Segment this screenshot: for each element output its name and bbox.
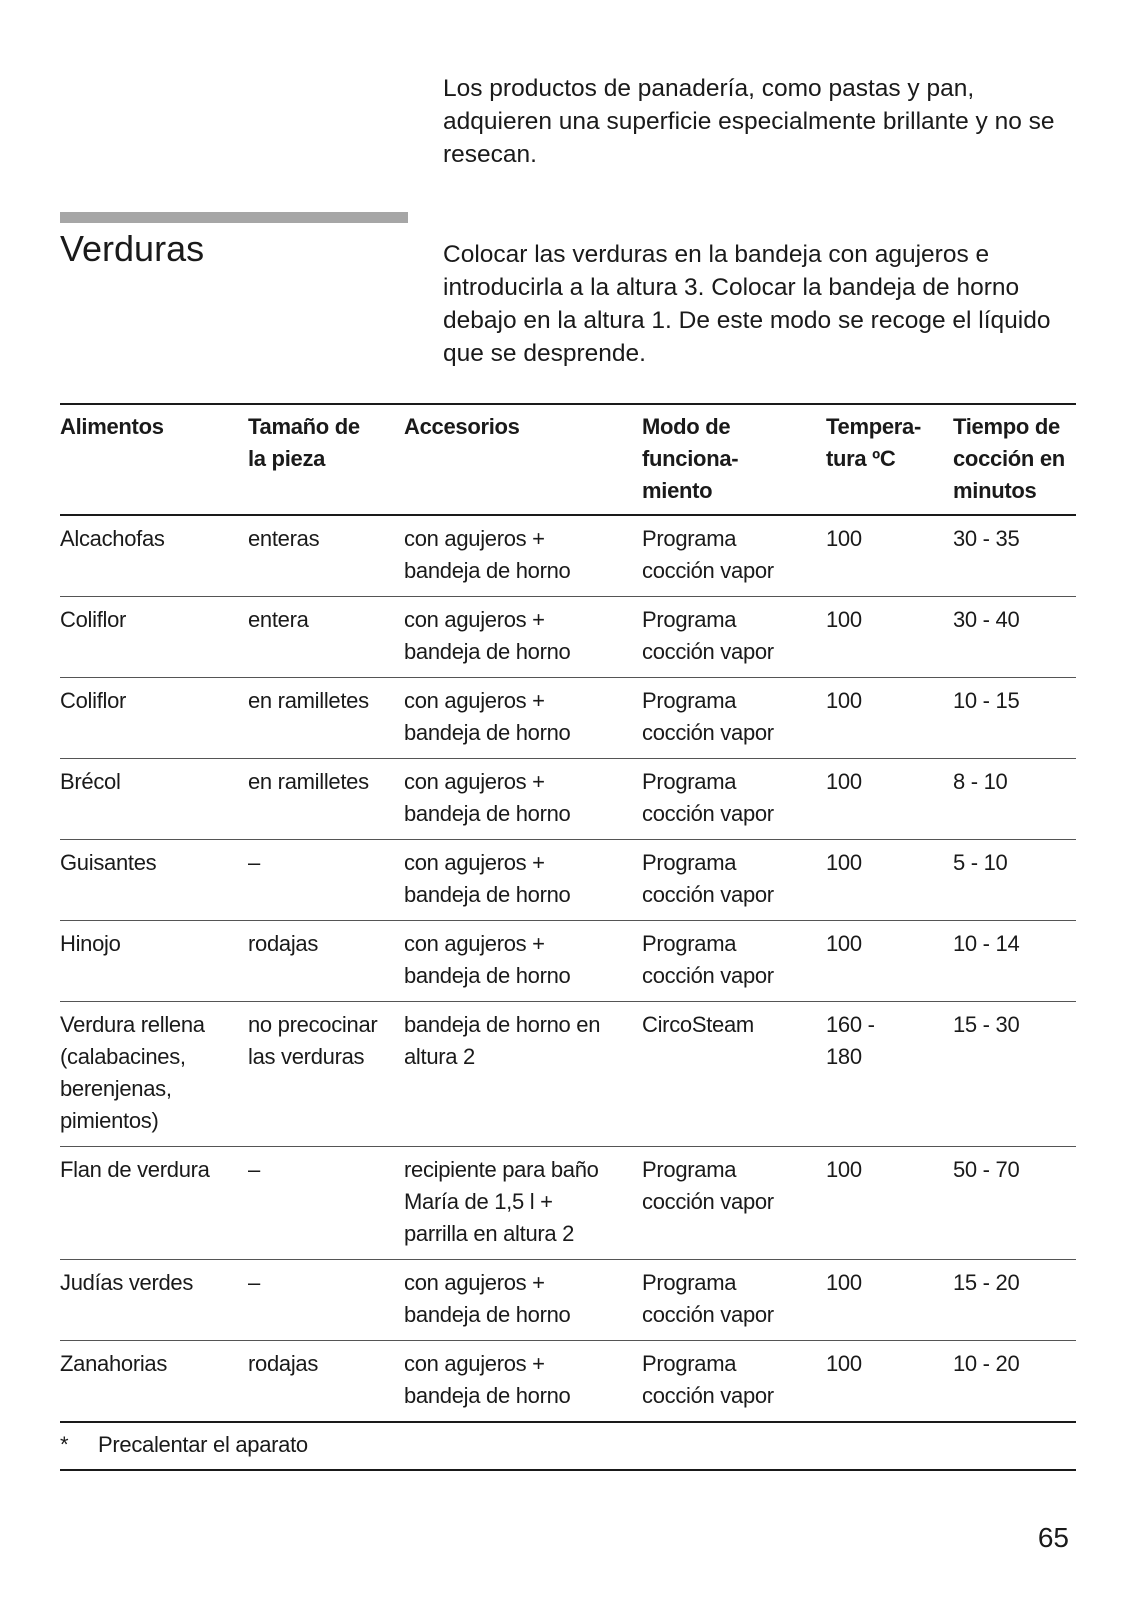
header-temperatura: Tempera- tura ºC — [826, 404, 953, 515]
header-alimentos: Alimentos — [60, 404, 248, 515]
cell-modo: Programa cocción vapor — [642, 597, 826, 678]
cell-tamano: enteras — [248, 515, 404, 597]
cell-tiempo: 50 - 70 — [953, 1147, 1076, 1260]
cell-alimento: Alcachofas — [60, 515, 248, 597]
cell-modo: Programa cocción vapor — [642, 1341, 826, 1423]
cell-alimento: Judías verdes — [60, 1260, 248, 1341]
cell-tiempo: 30 - 35 — [953, 515, 1076, 597]
cell-temperatura: 100 — [826, 597, 953, 678]
cell-accesorios: bandeja de horno en altura 2 — [404, 1002, 642, 1147]
header-tiempo: Tiempo de cocción en minutos — [953, 404, 1076, 515]
cell-tiempo: 10 - 15 — [953, 678, 1076, 759]
table-row — [60, 678, 1076, 759]
cell-accesorios: con agujeros + bandeja de horno — [404, 840, 642, 921]
table-row — [60, 840, 1076, 921]
cell-tamano: rodajas — [248, 921, 404, 1002]
cell-tamano: no precocinar las verduras — [248, 1002, 404, 1147]
cell-temperatura: 100 — [826, 515, 953, 597]
cell-modo: Programa cocción vapor — [642, 515, 826, 597]
table-footnote-row — [60, 1422, 1076, 1470]
section-divider-bar — [60, 212, 408, 223]
cell-alimento: Guisantes — [60, 840, 248, 921]
cell-accesorios: con agujeros + bandeja de horno — [404, 1341, 642, 1423]
cell-accesorios: con agujeros + bandeja de horno — [404, 678, 642, 759]
cell-tiempo: 15 - 20 — [953, 1260, 1076, 1341]
cell-temperatura: 100 — [826, 840, 953, 921]
cell-tamano: rodajas — [248, 1341, 404, 1423]
header-modo: Modo de funciona- miento — [642, 404, 826, 515]
table-header-row — [60, 404, 1076, 515]
cell-modo: Programa cocción vapor — [642, 678, 826, 759]
cell-tamano: entera — [248, 597, 404, 678]
cell-modo: CircoSteam — [642, 1002, 826, 1147]
cell-tiempo: 8 - 10 — [953, 759, 1076, 840]
table-row — [60, 1147, 1076, 1260]
cell-alimento: Flan de verdura — [60, 1147, 248, 1260]
header-accesorios: Accesorios — [404, 404, 642, 515]
cell-alimento: Coliflor — [60, 597, 248, 678]
cell-tamano: – — [248, 840, 404, 921]
cell-modo: Programa cocción vapor — [642, 840, 826, 921]
cell-tamano: en ramilletes — [248, 678, 404, 759]
cell-tiempo: 10 - 14 — [953, 921, 1076, 1002]
cell-temperatura: 100 — [826, 921, 953, 1002]
cell-tiempo: 30 - 40 — [953, 597, 1076, 678]
cell-accesorios: con agujeros + bandeja de horno — [404, 759, 642, 840]
section-title: Verduras — [60, 228, 205, 269]
cell-temperatura: 100 — [826, 1147, 953, 1260]
table-row — [60, 515, 1076, 597]
cell-temperatura: 100 — [826, 678, 953, 759]
cell-tiempo: 5 - 10 — [953, 840, 1076, 921]
cell-modo: Programa cocción vapor — [642, 759, 826, 840]
cell-tamano: – — [248, 1147, 404, 1260]
cell-modo: Programa cocción vapor — [642, 1260, 826, 1341]
table-row — [60, 1002, 1076, 1147]
cooking-table-container — [60, 403, 1076, 1471]
cell-temperatura: 100 — [826, 1260, 953, 1341]
table-row — [60, 921, 1076, 1002]
cell-modo: Programa cocción vapor — [642, 1147, 826, 1260]
cell-alimento: Coliflor — [60, 678, 248, 759]
cell-alimento: Verdura rellena (calabacines, berenjenas, pimientos) — [60, 1002, 248, 1147]
cell-accesorios: con agujeros + bandeja de horno — [404, 597, 642, 678]
cell-alimento: Brécol — [60, 759, 248, 840]
footnote-text: Precalentar el aparato — [98, 1432, 308, 1457]
section-instructions: Colocar las verduras en la bandeja con agujeros e introducirla a la altura 3. Colocar la bandeja de horno debajo en la altura 1. De este modo se recoge el líquido que se desprende. — [443, 241, 1051, 367]
cell-accesorios: recipiente para baño María de 1,5 l + parrilla en altura 2 — [404, 1147, 642, 1260]
table-row — [60, 1341, 1076, 1423]
table-footnote — [60, 1422, 1076, 1470]
cell-alimento: Hinojo — [60, 921, 248, 1002]
cell-tiempo: 10 - 20 — [953, 1341, 1076, 1423]
table-row — [60, 597, 1076, 678]
cell-accesorios: con agujeros + bandeja de horno — [404, 1260, 642, 1341]
header-tamano: Tamaño de la pieza — [248, 404, 404, 515]
footnote-marker: * — [60, 1432, 69, 1457]
page-number: 65 — [1037, 1522, 1069, 1553]
cell-alimento: Zanahorias — [60, 1341, 248, 1423]
cell-tamano: – — [248, 1260, 404, 1341]
vegetable-cooking-table — [60, 403, 1076, 1471]
cell-accesorios: con agujeros + bandeja de horno — [404, 921, 642, 1002]
cell-modo: Programa cocción vapor — [642, 921, 826, 1002]
table-row — [60, 1260, 1076, 1341]
cell-tamano: en ramilletes — [248, 759, 404, 840]
cell-temperatura: 100 — [826, 759, 953, 840]
cell-temperatura: 100 — [826, 1341, 953, 1423]
table-row — [60, 759, 1076, 840]
cell-accesorios: con agujeros + bandeja de horno — [404, 515, 642, 597]
cell-temperatura: 160 - 180 — [826, 1002, 953, 1147]
cell-tiempo: 15 - 30 — [953, 1002, 1076, 1147]
intro-paragraph: Los productos de panadería, como pastas y pan, adquieren una superficie especialmente brillante y no se resecan. — [443, 75, 1055, 168]
